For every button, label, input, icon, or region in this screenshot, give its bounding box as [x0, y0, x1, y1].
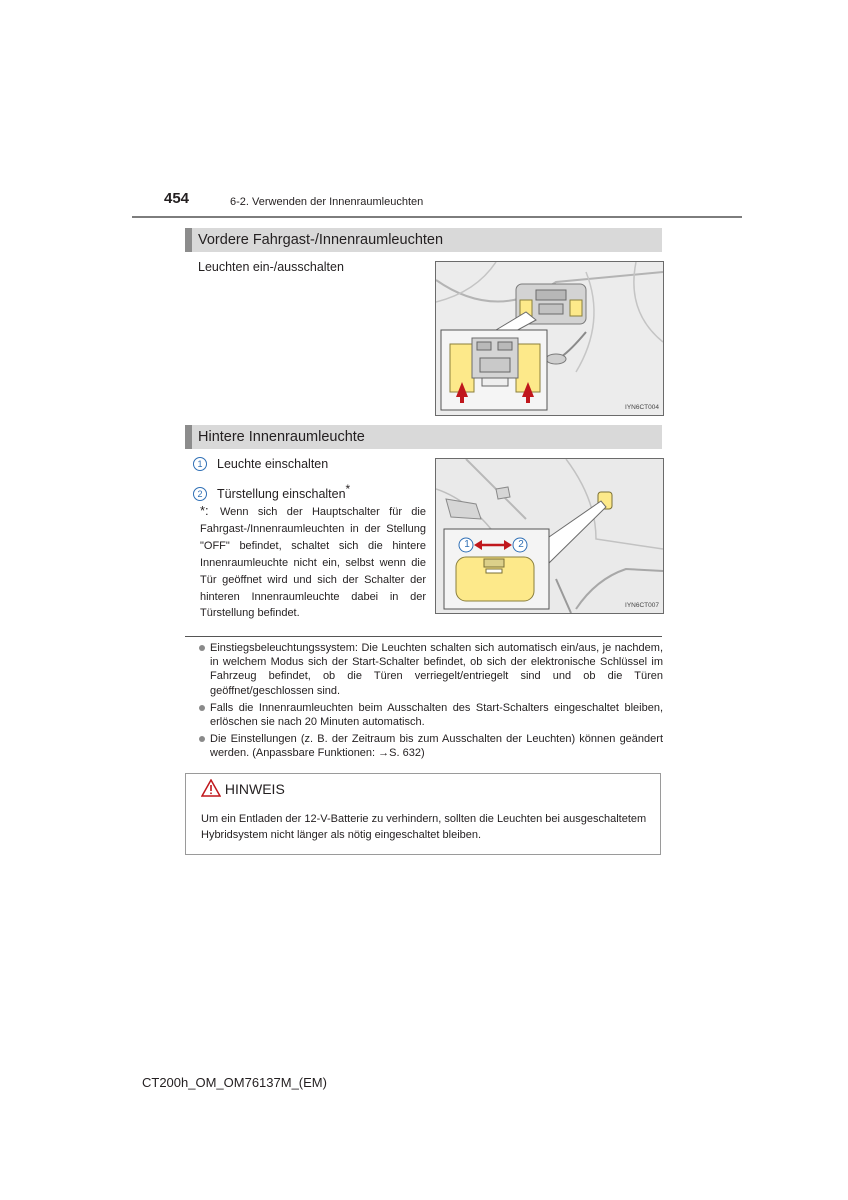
- warning-triangle-icon: [201, 779, 221, 797]
- list-item: [193, 480, 350, 503]
- note-item: Die Einstellungen (z. B. der Zeitraum bis zum Ausschalten der Leuchten) können geändert werden. (Anpassbare Funktionen: →S. 632): [199, 732, 663, 760]
- header-rule: [132, 216, 742, 218]
- notes-list: [199, 641, 663, 764]
- footnote-text: Wenn sich der Hauptschalter für die Fahrgast-/Innenraumleuchten in der Stellung "OFF" befindet, schaltet sich die hintere Innenraumleuchte nicht ein, selbst wenn die Tür geöffnet wird und sich der Schalter der hinteren Innenraumleuchte dabei in der Türstellung befindet.: [200, 506, 426, 620]
- footnote: [200, 503, 426, 622]
- front-lights-illustration: [436, 262, 663, 415]
- figure-code: IYN6CT007: [625, 602, 659, 609]
- callout-2: 2: [518, 539, 524, 550]
- notes-divider: [185, 636, 662, 637]
- notice-title: HINWEIS: [224, 781, 285, 797]
- list-item-text: Leuchte einschalten: [217, 457, 329, 471]
- footnote-mark: *:: [200, 503, 209, 518]
- section-heading-rear-light: Hintere Innenraumleuchte: [185, 425, 662, 449]
- step-number: 1: [193, 457, 207, 471]
- step-number: 2: [193, 487, 207, 501]
- footnote-marker: *: [345, 482, 351, 496]
- note-item: Einstiegsbeleuchtungssystem: Die Leuchten schalten sich automatisch ein/aus, je nachdem, in welchem Modus sich der Start-Schalter befindet, ob sich der elektronische Schlüssel im Fahrzeug befindet, ob die Türen verriegelt/entriegelt sind und ob die Türen geöffnet/geschlossen sind.: [199, 641, 663, 698]
- front-lights-figure: [435, 261, 664, 416]
- notice-header: [201, 779, 285, 797]
- rear-light-illustration: [436, 459, 663, 613]
- section-heading-front-lights: Vordere Fahrgast-/Innenraumleuchten: [185, 228, 662, 252]
- notice-text: Um ein Entladen der 12-V-Batterie zu verhindern, sollten die Leuchten bei ausgeschaltetem Hybridsystem nicht länger als nötig eingeschaltet bleiben.: [201, 813, 647, 841]
- front-lights-instruction: Leuchten ein-/ausschalten: [198, 260, 344, 274]
- callout-1: 1: [464, 539, 470, 550]
- notice-box: [185, 773, 661, 855]
- page-number: 454: [164, 190, 190, 207]
- note-item: Falls die Innenraumleuchten beim Ausschalten des Start-Schalters eingeschaltet bleiben, erlöschen sie nach 20 Minuten automatisch.: [199, 701, 663, 729]
- list-item-text: Türstellung einschalten: [217, 487, 346, 502]
- running-header: 6-2. Verwenden der Innenraumleuchten: [230, 196, 424, 208]
- list-item: [193, 455, 328, 473]
- document-code: CT200h_OM_OM76137M_(EM): [142, 1075, 327, 1090]
- rear-light-figure: [435, 458, 664, 614]
- figure-code: IYN6CT004: [625, 404, 659, 411]
